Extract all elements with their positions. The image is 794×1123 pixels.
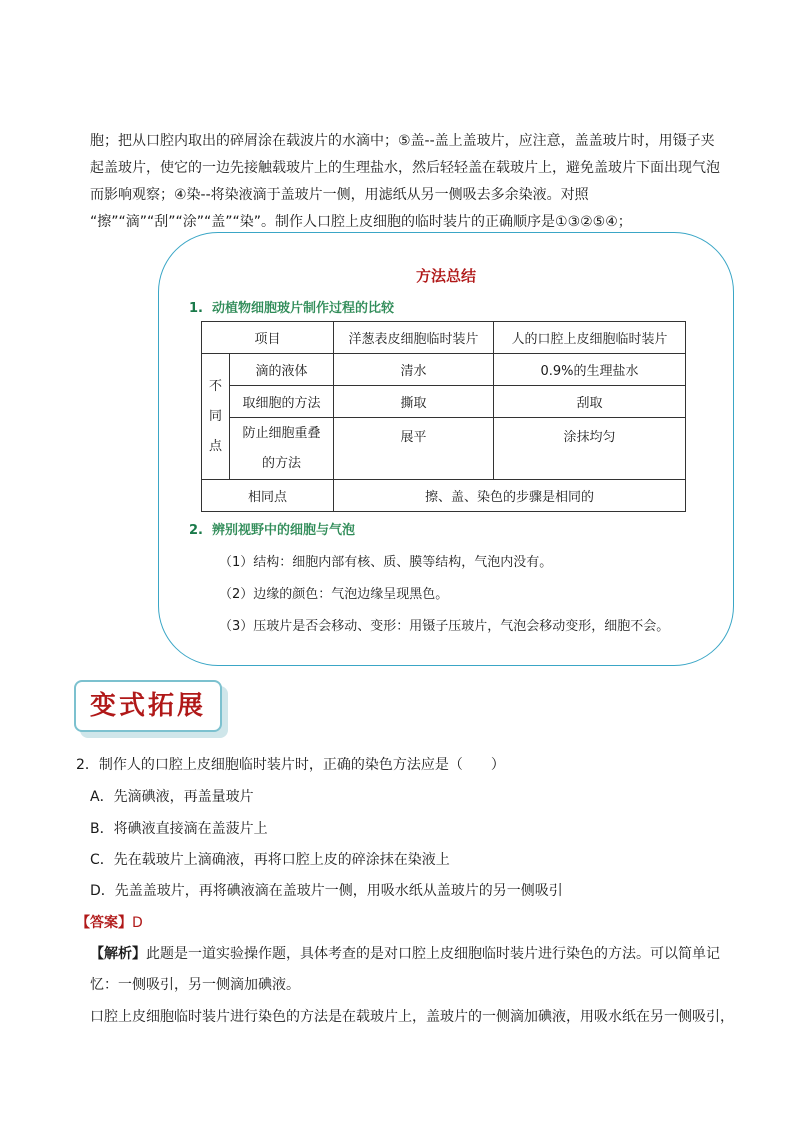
row-label-line: 的方法 bbox=[261, 455, 301, 471]
analysis-line: 口腔上皮细胞临时装片进行染色的方法是在载玻片上，盖玻片的一侧滴加碘液，用吸水纸在另一侧吸引， bbox=[90, 1009, 734, 1025]
difference-char: 不 bbox=[208, 378, 222, 394]
cell-cheek: 0.9%的生理盐水 bbox=[494, 354, 686, 386]
option-b: B．将碘液直接滴在盖菠片上 bbox=[90, 821, 268, 837]
intro-paragraph bbox=[90, 128, 730, 236]
difference-label bbox=[202, 354, 230, 480]
section-1-title: 动植物细胞玻片制作过程的比较 bbox=[212, 301, 395, 316]
table-row bbox=[202, 354, 686, 386]
cell-onion: 展平 bbox=[334, 418, 494, 480]
section-1-heading bbox=[189, 297, 394, 316]
header-onion: 洋葱表皮细胞临时装片 bbox=[334, 322, 494, 354]
question-stem: 2．制作人的口腔上皮细胞临时装片时，正确的染色方法应是（ ） bbox=[76, 757, 505, 773]
option-a: A．先滴碘液，再盖量玻片 bbox=[90, 789, 254, 805]
difference-char: 同 bbox=[208, 408, 222, 424]
cell-cheek: 涂抹均匀 bbox=[494, 418, 686, 480]
header-cheek: 人的口腔上皮细胞临时装片 bbox=[494, 322, 686, 354]
option-d: D．先盖盖玻片，再将碘液滴在盖玻片一侧，用吸水纸从盖玻片的另一侧吸引 bbox=[90, 883, 563, 899]
analysis-line bbox=[90, 943, 720, 963]
summary-title: 方法总结 bbox=[415, 267, 476, 285]
table-row bbox=[202, 418, 686, 480]
cell-cheek: 刮取 bbox=[494, 386, 686, 418]
table-same-row bbox=[202, 480, 686, 512]
analysis-text: 此题是一道实验操作题，具体考查的是对口腔上皮细胞临时装片进行染色的方法。可以简单记 bbox=[146, 946, 720, 962]
intro-line: 胞；把从口腔内取出的碎屑涂在载波片的水滴中；⑤盖--盖上盖玻片，应注意，盖盖玻片时，用镊子夹 bbox=[90, 133, 715, 149]
same-value: 擦、盖、染色的步骤是相同的 bbox=[334, 480, 686, 512]
analysis-line: 忆：一侧吸引，另一侧滴加碘液。 bbox=[90, 977, 300, 993]
banner-title: 变式拓展 bbox=[89, 691, 206, 721]
cell-onion: 清水 bbox=[334, 354, 494, 386]
table-header-row bbox=[202, 322, 686, 354]
row-label-line: 防止细胞重叠 bbox=[242, 425, 321, 441]
table-row bbox=[202, 386, 686, 418]
intro-line: 而影响观察；④染--将染液滴于盖玻片一侧，用滤纸从另一侧吸去多余染液。对照 bbox=[90, 187, 589, 203]
row-label bbox=[230, 418, 334, 480]
cell-onion: 撕取 bbox=[334, 386, 494, 418]
answer-line bbox=[76, 912, 143, 932]
section-1-number: 1. bbox=[189, 301, 203, 316]
variant-extension-banner bbox=[74, 680, 232, 740]
section-2-title: 辨别视野中的细胞与气泡 bbox=[212, 523, 356, 538]
section-2-item: （1）结构：细胞内部有核、质、膜等结构，气泡内没有。 bbox=[219, 555, 553, 570]
header-item: 项目 bbox=[202, 322, 334, 354]
row-label: 取细胞的方法 bbox=[230, 386, 334, 418]
section-2-item: （2）边缘的颜色：气泡边缘呈现黑色。 bbox=[219, 587, 449, 602]
intro-line: “擦”“滴”“刮”“涂”“盖”“染”。制作人口腔上皮细胞的临时装片的正确顺序是①③②⑤④； bbox=[90, 214, 632, 230]
method-summary-box bbox=[158, 232, 734, 666]
intro-line: 起盖玻片，使它的一边先接触载玻片上的生理盐水，然后轻轻盖在载玻片上，避免盖玻片下面出现气泡 bbox=[90, 160, 720, 176]
analysis-tag: 【解析】 bbox=[90, 946, 146, 962]
answer-tag: 【答案】 bbox=[76, 915, 132, 931]
row-label: 滴的液体 bbox=[230, 354, 334, 386]
difference-char: 点 bbox=[208, 438, 222, 454]
section-2-item: （3）压玻片是否会移动、变形：用镊子压玻片，气泡会移动变形，细胞不会。 bbox=[219, 619, 670, 634]
comparison-table bbox=[201, 321, 686, 512]
section-2-number: 2. bbox=[189, 523, 203, 538]
same-label: 相同点 bbox=[202, 480, 334, 512]
option-c: C．先在载玻片上滴确液，再将口腔上皮的碎涂抹在染液上 bbox=[90, 852, 450, 868]
answer-value: D bbox=[132, 915, 143, 931]
section-2-heading bbox=[189, 519, 355, 538]
